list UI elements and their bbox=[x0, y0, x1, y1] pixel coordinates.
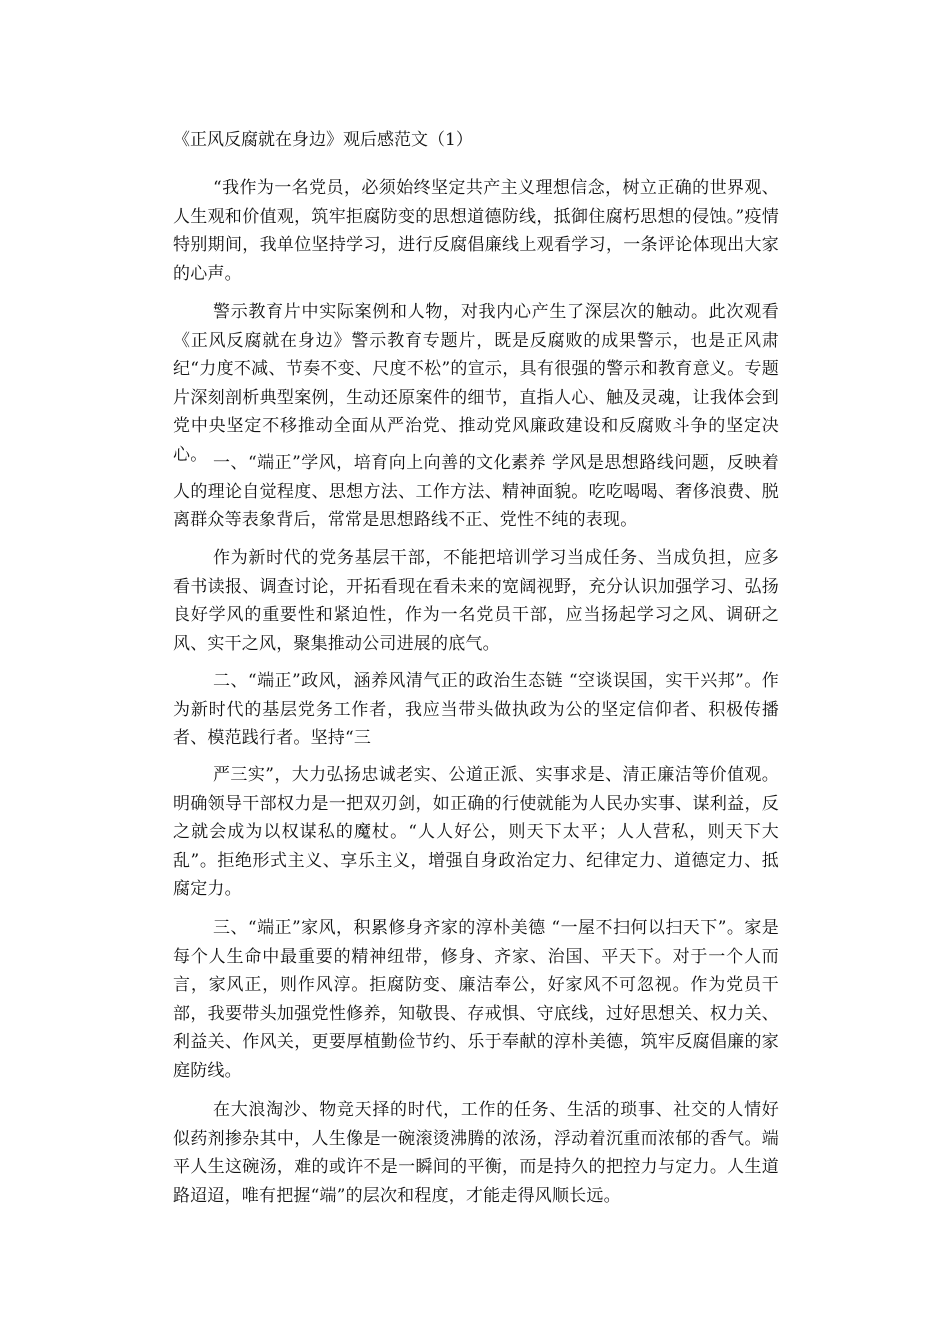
paragraph-4: 作为新时代的党务基层干部，不能把培训学习当成任务、当成负担，应多看书读报、调查讨论，开拓看现在看未来的宽阔视野，充分认识加强学习、弘扬良好学风的重要性和紧迫性，作为一名党员干部，应当扬起学习之风、调研之风、实干之风，聚集推动公司进展的底气。 bbox=[173, 548, 779, 654]
paragraph-3: 一、“端正”学风，培育向上向善的文化素养 学风是思想路线问题，反映着人的理论自觉程度、思想方法、工作方法、精神面貌。吃吃喝喝、奢侈浪费、脱离群众等表象背后，常常是思想路线不正、党性不纯的表现。 bbox=[173, 453, 779, 531]
paragraph-2: 警示教育片中实际案例和人物，对我内心产生了深层次的触动。此次观看《正风反腐就在身边》警示教育专题片，既是反腐败的成果警示，也是正风肃纪“力度不减、节奏不变、尺度不松”的宣示，具有很强的警示和教育意义。专题片深刻剖析典型案例，生动还原案件的细节，直指人心、触及灵魂，让我体会到党中央坚定不移推动全面从严治党、推动党风廉政建设和反腐败斗争的坚定决心。 bbox=[173, 302, 779, 465]
paragraph-8: 在大浪淘沙、物竞天择的时代，工作的任务、生活的琐事、社交的人情好似药剂掺杂其中，人生像是一碗滚烫沸腾的浓汤，浮动着沉重而浓郁的香气。端平人生这碗汤，难的或许不是一瞬间的平衡，而是持久的把控力与定力。人生道路迢迢，唯有把握“端”的层次和程度，才能走得风顺长远。 bbox=[173, 1100, 779, 1206]
paragraph-5: 二、“端正”政风，涵养风清气正的政治生态链 “空谈误国，实干兴邦”。作为新时代的基层党务工作者，我应当带头做执政为公的坚定信仰者、积极传播者、模范践行者。坚持“三 bbox=[173, 671, 779, 749]
paragraph-7: 三、“端正”家风，积累修身齐家的淳朴美德 “一屋不扫何以扫天下”。家是每个人生命中最重要的精神纽带，修身、齐家、治国、平天下。对于一个人而言，家风正，则作风淳。拒腐防变、廉洁奉公，好家风不可忽视。作为党员干部，我要带头加强党性修养，知敬畏、存戒惧、守底线，过好思想关、权力关、利益关、作风关，更要厚植勤俭节约、乐于奉献的淳朴美德，筑牢反腐倡廉的家庭防线。 bbox=[173, 918, 779, 1081]
paragraph-1: “我作为一名党员，必须始终坚定共产主义理想信念，树立正确的世界观、人生观和价值观，筑牢拒腐防变的思想道德防线，抵御住腐朽思想的侵蚀。”疫情特别期间，我单位坚持学习，进行反腐倡廉线上观看学习，一条评论体现出大家的心声。 bbox=[173, 178, 779, 284]
paragraph-6: 严三实”，大力弘扬忠诚老实、公道正派、实事求是、清正廉洁等价值观。明确领导干部权力是一把双刃剑，如正确的行使就能为人民办实事、谋利益，反之就会成为以权谋私的魔杖。“人人好公，则天下太平；人人营私，则天下大乱”。拒绝形式主义、享乐主义，增强自身政治定力、纪律定力、道德定力、抵腐定力。 bbox=[173, 765, 779, 900]
document-title: 《正风反腐就在身边》观后感范文（1） bbox=[173, 130, 473, 150]
